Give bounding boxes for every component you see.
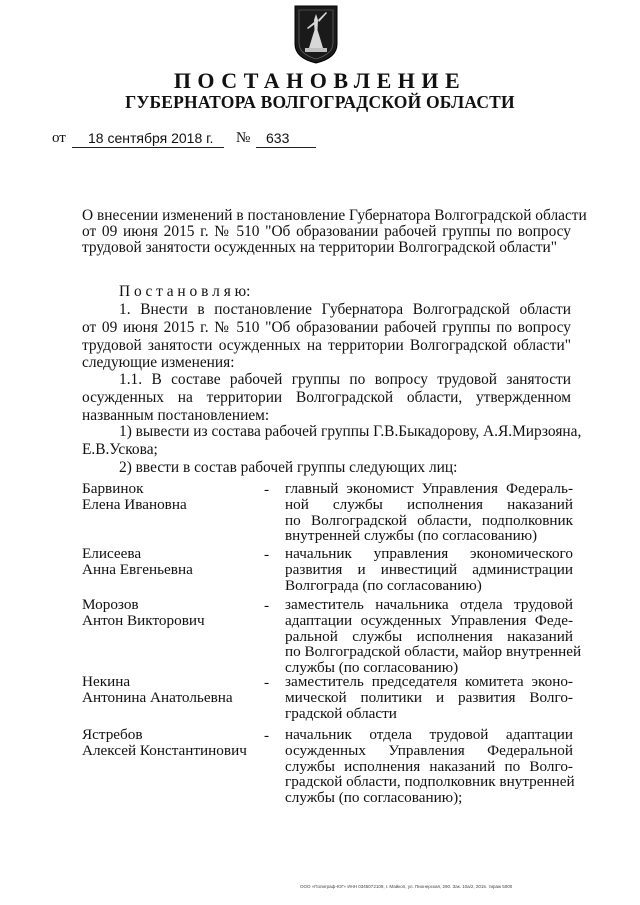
position-line: службы (по согласованию); [285, 789, 463, 807]
member-name [82, 546, 193, 578]
member-given-names: Анна Евгеньевна [82, 560, 193, 578]
position-line: ральной службы исполнения наказаний [285, 627, 573, 645]
date-value: 18 сентября 2018 г. [88, 130, 214, 146]
position-line: заместитель начальника отдела трудовой [285, 596, 573, 613]
position-line: градской области [285, 704, 397, 722]
paragraph-line: от 09 июня 2015 г. № 510 "Об образовании рабочей группы по вопросу [82, 318, 571, 336]
member-dash: - [264, 674, 270, 691]
item-1-1-paragraph [82, 371, 571, 424]
item-1-paragraph [82, 301, 571, 372]
number-value: 633 [266, 130, 290, 146]
subitem-1-paragraph [82, 423, 582, 459]
member-given-names: Алексей Константинович [82, 741, 247, 759]
position-line: развития и инвестиций администрации [285, 560, 573, 578]
member-given-names: Антонина Анатольевна [82, 688, 233, 706]
subject-line: трудовой занятости осужденных на территории Волгоградской области" [82, 239, 558, 256]
member-surname: Ястребов [82, 726, 143, 743]
member-position [285, 546, 573, 593]
subject-line: О внесении изменений в постановление Губернатора Волгоградской области [82, 207, 587, 224]
paragraph-line: Е.В.Ускова; [82, 440, 158, 458]
position-line: ной службы исполнения наказаний [285, 495, 573, 513]
member-position [285, 596, 582, 677]
paragraph-line: 1) вывести из состава рабочей группы Г.В.Быкадорову, А.Я.Мирзояна, [119, 423, 582, 440]
document-type-title: ПОСТАНОВЛЕНИЕ [173, 68, 467, 93]
position-line: заместитель председателя комитета эконо- [285, 673, 573, 690]
member-position [285, 481, 573, 544]
member-given-names: Елена Ивановна [82, 495, 187, 513]
member-dash: - [264, 481, 270, 498]
date-underline [72, 147, 224, 148]
position-line: осужденных Управления Федеральной [285, 741, 573, 759]
position-line: градской области, подполковник внутренней [285, 773, 575, 791]
position-line: по Волгоградской области, подполковник [285, 511, 573, 529]
position-line: начальник управления экономического [285, 545, 573, 562]
date-prefix: от [52, 130, 66, 146]
position-line: начальник отдела трудовой адаптации [285, 726, 573, 743]
member-position [285, 727, 573, 806]
paragraph-line: названным постановлением: [82, 406, 270, 424]
position-line: службы исполнения наказаний по Волго- [285, 757, 573, 775]
member-dash: - [264, 727, 270, 744]
number-underline [256, 147, 316, 148]
paragraph-line: трудовой занятости осужденных на территории Волгоградской области" [82, 336, 571, 354]
position-line: по Волгоградской области, майор внутренней [285, 643, 582, 661]
member-surname: Морозов [82, 596, 139, 613]
number-prefix: № [236, 130, 251, 146]
position-line: главный экономист Управления Федераль- [285, 480, 573, 497]
member-given-names: Антон Викторович [82, 611, 205, 629]
paragraph-line: 1.1. В составе рабочей группы по вопросу трудовой занятости [119, 371, 571, 388]
member-position [285, 674, 573, 721]
member-name [82, 727, 247, 759]
paragraph-line: следующие изменения: [82, 354, 235, 372]
member-dash: - [264, 546, 270, 563]
document-subject [82, 207, 587, 256]
paragraph-line: осужденных на территории Волгоградской области, утвержденном [82, 388, 571, 406]
position-line: адаптации осужденных Управления Феде- [285, 611, 573, 629]
position-line: службы (по согласованию) [285, 659, 459, 677]
decree-word: П о с т а н о в л я ю: [119, 283, 251, 300]
member-surname: Елисеева [82, 545, 142, 562]
position-line: внутренней службы (по согласованию) [285, 527, 538, 545]
member-name [82, 597, 205, 629]
member-name [82, 481, 187, 513]
member-surname: Некина [82, 673, 131, 690]
member-name [82, 674, 233, 706]
member-dash: - [264, 597, 270, 614]
subject-line: от 09 июня 2015 г. № 510 "Об образовании рабочей группы по вопросу [82, 223, 571, 240]
coat-of-arms-icon [293, 4, 339, 64]
issuer-title: ГУБЕРНАТОРА ВОЛГОГРАДСКОЙ ОБЛАСТИ [125, 92, 515, 112]
member-surname: Барвинок [82, 480, 144, 497]
position-line: Волгограда (по согласованию) [285, 576, 482, 594]
printing-imprint: ООО «Полиграф-ЮГ» ИНН 0345072109, г. Майкоп, ул. Пионерская, 290. Зак. 10а/2, 2015. тираж 5000 [300, 884, 513, 889]
paragraph-line: 1. Внести в постановление Губернатора Волгоградской области [119, 301, 571, 318]
position-line: мической политики и развития Волго- [285, 688, 573, 706]
subitem-2-line: 2) ввести в состав рабочей группы следующих лиц: [119, 459, 458, 476]
